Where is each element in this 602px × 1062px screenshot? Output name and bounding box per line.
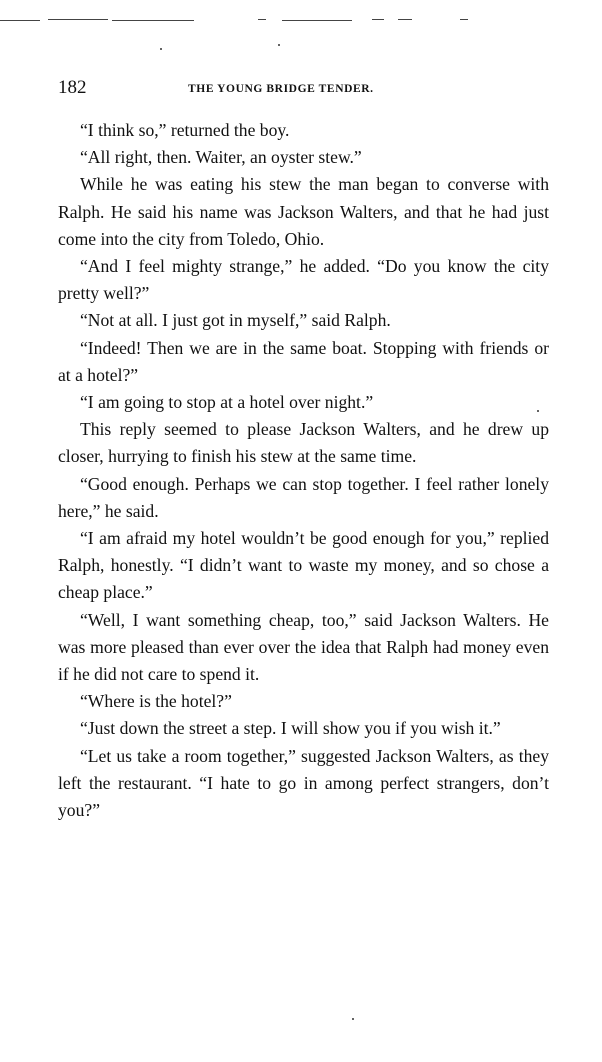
running-title: THE YOUNG BRIDGE TENDER.	[188, 83, 374, 95]
paragraph: “Where is the hotel?”	[80, 691, 232, 712]
paragraph: “Indeed! Then we are in the same boat. Stopping with friends or at a hotel?”	[58, 337, 549, 385]
paragraph: “And I feel mighty strange,” he added. “Do you know the city pretty well?”	[58, 256, 549, 304]
paragraph: “I am going to stop at a hotel over night.”	[80, 392, 374, 413]
scan-artifacts	[0, 18, 602, 20]
page-number: 182	[58, 77, 87, 98]
paragraph: “Well, I want something cheap, too,” said Jackson Walters. He was more pleased than ever over the idea that Ralph had money even if he did not care to spend it.	[58, 609, 549, 685]
paragraph: “Not at all. I just got in myself,” said Ralph.	[80, 310, 391, 331]
scan-speck	[352, 1018, 354, 1020]
paragraph: “I am afraid my hotel wouldn’t be good enough for you,” replied Ralph, honestly. “I didn’t want to waste my money, and so chose a cheap place.”	[58, 528, 549, 603]
text-body	[58, 117, 549, 824]
paragraph: “Let us take a room together,” suggested Jackson Walters, as they left the restaurant. “I hate to go in among perfect strangers, don’t you?”	[58, 745, 549, 821]
paragraph: “All right, then. Waiter, an oyster stew.”	[80, 147, 362, 168]
paragraph: “Good enough. Perhaps we can stop together. I feel rather lonely here,” he said.	[58, 473, 549, 521]
scan-speck	[278, 44, 280, 46]
paragraph: While he was eating his stew the man began to converse with Ralph. He said his name was Jackson Walters, and that he had just come into the city from Toledo, Ohio.	[58, 174, 549, 249]
paragraph: This reply seemed to please Jackson Walters, and he drew up closer, hurrying to finish his stew at the same time.	[58, 419, 549, 467]
paragraph: “Just down the street a step. I will show you if you wish it.”	[80, 718, 501, 739]
paragraph: “I think so,” returned the boy.	[80, 120, 290, 140]
scan-speck	[160, 48, 162, 50]
page-header	[58, 76, 548, 100]
